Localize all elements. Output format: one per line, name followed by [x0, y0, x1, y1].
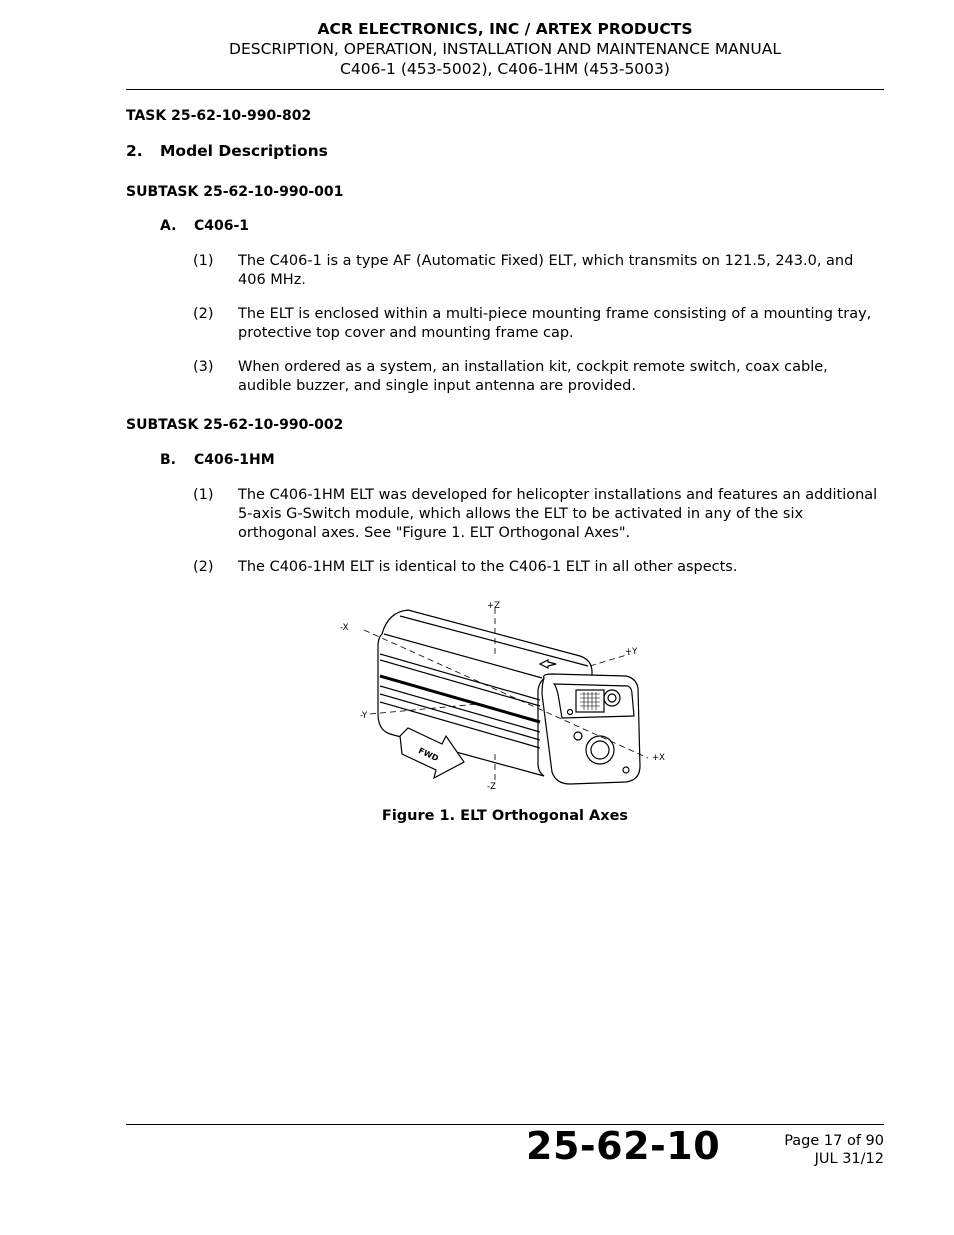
subsection-heading	[160, 218, 249, 234]
document-number: 25-62-10	[526, 1124, 721, 1168]
list-item	[193, 486, 883, 543]
figure-caption: Figure 1. ELT Orthogonal Axes	[381, 808, 629, 824]
list-item	[193, 305, 883, 343]
item-number: (1)	[193, 487, 214, 503]
axis-label-pz: +Z	[487, 601, 500, 611]
item-text: When ordered as a system, an installation kit, cockpit remote switch, coax cable, audible buzzer, and single input antenna are provided.	[238, 359, 828, 394]
revision-date: JUL 31/12	[814, 1151, 884, 1167]
item-number: (2)	[193, 559, 214, 575]
company-name: ACR ELECTRONICS, INC / ARTEX PRODUCTS	[317, 20, 693, 38]
task-id: TASK 25-62-10-990-802	[126, 108, 312, 124]
axis-label-nz: -Z	[487, 782, 496, 792]
list-item	[193, 252, 883, 290]
list-item	[193, 558, 883, 577]
elt-figure	[330, 594, 675, 794]
subsection-title: C406-1	[194, 218, 250, 234]
footer-divider	[126, 1124, 884, 1125]
list-item	[193, 358, 883, 396]
item-number: (3)	[193, 359, 214, 375]
section-title: Model Descriptions	[160, 142, 328, 160]
item-text: The C406-1HM ELT is identical to the C406-1 ELT in all other aspects.	[238, 559, 738, 575]
subtask-id: SUBTASK 25-62-10-990-001	[126, 184, 344, 200]
axis-label-ny: -Y	[360, 711, 368, 721]
page-number: Page 17 of 90	[784, 1133, 884, 1149]
axis-label-py: +Y	[625, 647, 638, 657]
subsection-letter: B.	[160, 452, 176, 468]
fwd-label: FWD	[417, 746, 440, 764]
section-number: 2.	[126, 142, 143, 160]
subtask-id: SUBTASK 25-62-10-990-002	[126, 417, 344, 433]
elt-drawing	[330, 594, 675, 794]
item-number: (2)	[193, 306, 214, 322]
manual-title: DESCRIPTION, OPERATION, INSTALLATION AND MAINTENANCE MANUAL	[229, 40, 781, 58]
header-divider	[126, 89, 884, 90]
item-text: The C406-1HM ELT was developed for helicopter installations and features an additional 5-axis G-Switch module, which allows the ELT to be activated in any of the six orthogonal axes. See "Figure 1. ELT Orthogonal Axes".	[238, 487, 878, 541]
page-header	[126, 19, 884, 79]
subsection-title: C406-1HM	[194, 452, 275, 468]
item-text: The ELT is enclosed within a multi-piece mounting frame consisting of a mounting tray, protective top cover and mounting frame cap.	[238, 306, 872, 341]
model-numbers: C406-1 (453-5002), C406-1HM (453-5003)	[340, 60, 670, 78]
axis-label-px: +X	[652, 753, 665, 763]
item-text: The C406-1 is a type AF (Automatic Fixed) ELT, which transmits on 121.5, 243.0, and 406 MHz.	[238, 253, 854, 288]
subsection-heading	[160, 452, 275, 468]
section-heading	[126, 142, 328, 160]
axis-label-nx: -X	[340, 623, 349, 633]
subsection-letter: A.	[160, 218, 177, 234]
page-info	[784, 1132, 884, 1168]
item-number: (1)	[193, 253, 214, 269]
